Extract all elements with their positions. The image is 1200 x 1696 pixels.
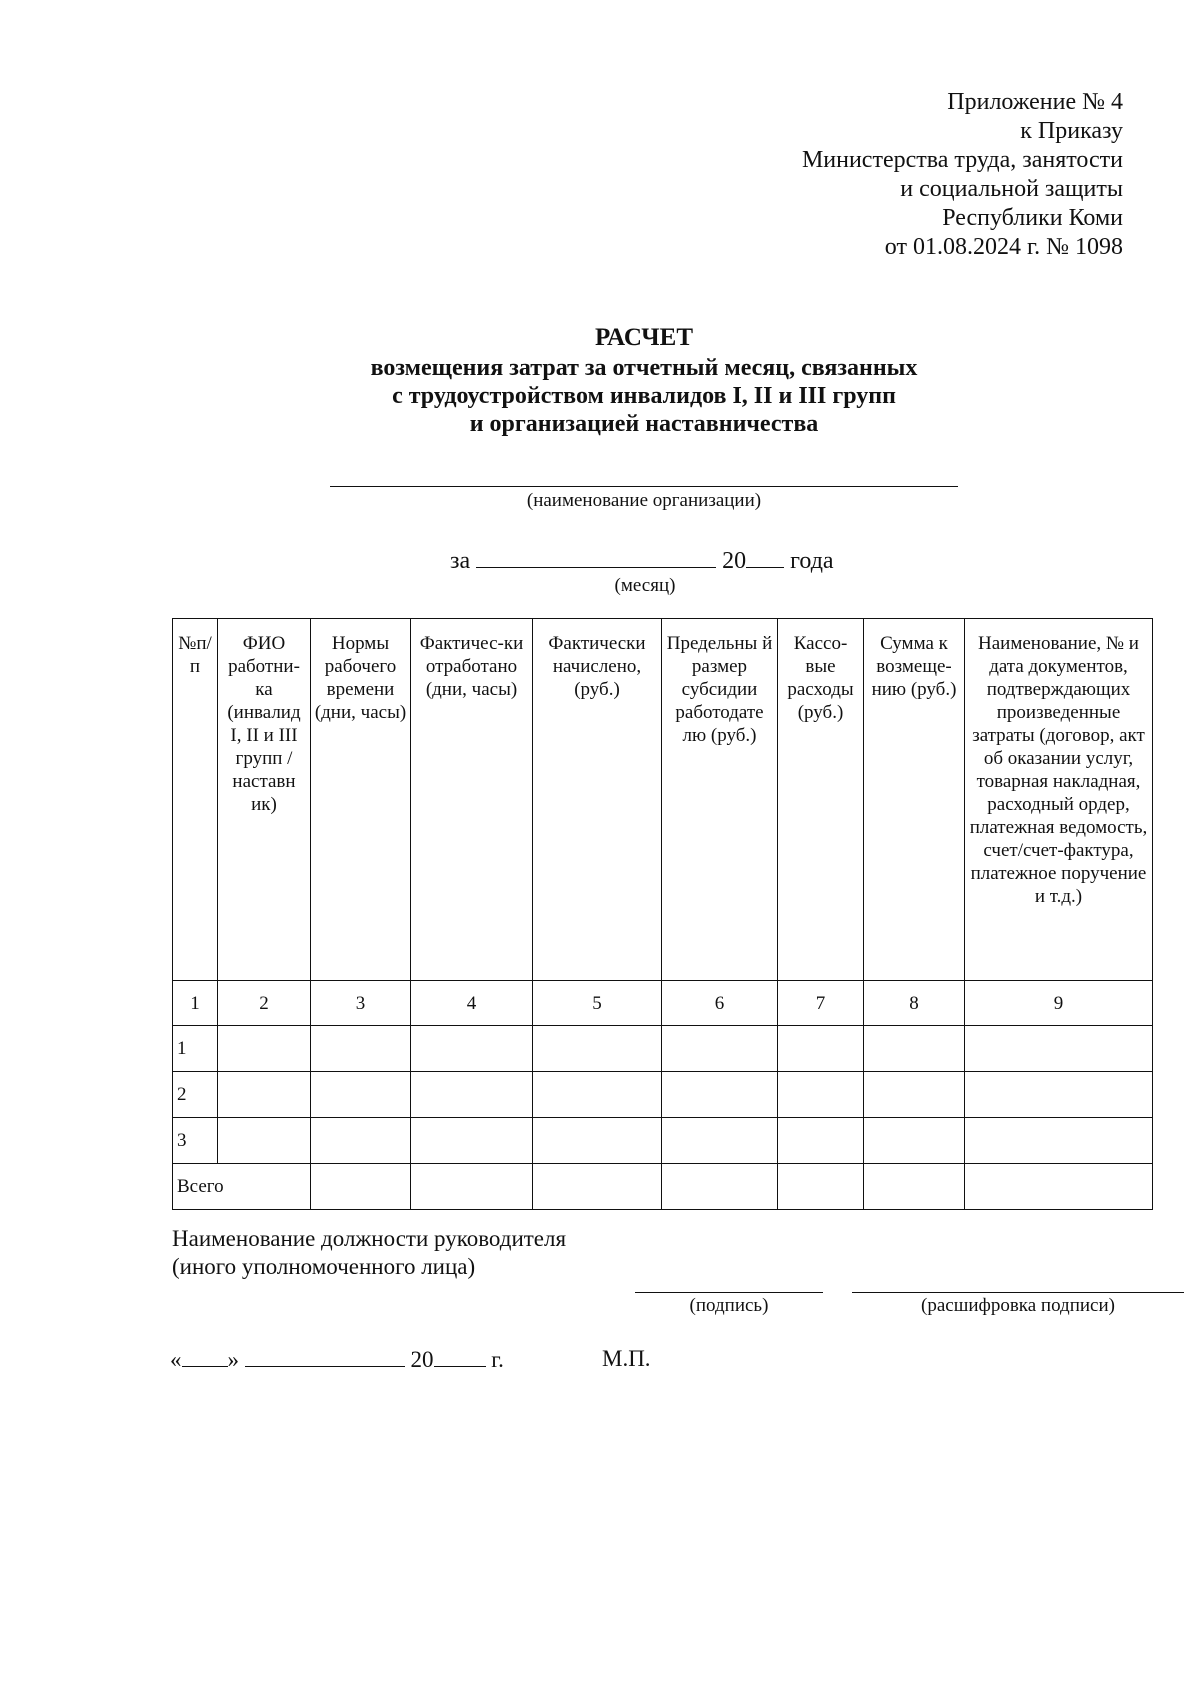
header-cell: Кассо-вые расходы (руб.) [778, 619, 864, 981]
appendix-block [523, 88, 1123, 262]
head-position-line: Наименование должности руководителя [172, 1226, 567, 1251]
appendix-line: Приложение № 4 [947, 89, 1123, 115]
table-cell[interactable] [965, 1026, 1153, 1072]
header-cell: Сумма к возмеще-нию (руб.) [864, 619, 965, 981]
column-number: 6 [662, 981, 778, 1026]
table-row [173, 1072, 1153, 1118]
row-number: 2 [173, 1072, 218, 1118]
date-year-prefix: 20 [410, 1347, 434, 1372]
organization-caption: (наименование организации) [526, 490, 762, 511]
date-year-blank[interactable] [434, 1346, 486, 1367]
period-prefix: за [450, 548, 471, 574]
table-cell[interactable] [662, 1118, 778, 1164]
year-blank[interactable] [746, 545, 784, 568]
month-date-blank[interactable] [245, 1346, 405, 1367]
column-number: 9 [965, 981, 1153, 1026]
table-cell[interactable] [778, 1164, 864, 1210]
month-caption: (месяц) [614, 575, 676, 596]
table-cell[interactable] [662, 1026, 778, 1072]
appendix-line: к Приказу [1020, 118, 1123, 144]
table-cell[interactable] [864, 1072, 965, 1118]
header-cell: Фактически начислено, (руб.) [533, 619, 662, 981]
signature-decoding-line[interactable] [852, 1292, 1184, 1293]
signature-line[interactable] [635, 1292, 823, 1293]
appendix-line: и социальной защиты [900, 176, 1123, 202]
table-cell[interactable] [311, 1118, 411, 1164]
table-cell[interactable] [662, 1072, 778, 1118]
document-title [0, 322, 1200, 438]
table-cell[interactable] [965, 1118, 1153, 1164]
column-number-row [173, 981, 1153, 1026]
table-cell[interactable] [218, 1026, 311, 1072]
column-number: 7 [778, 981, 864, 1026]
header-cell: Предельны й размер субсидии работодате лю (руб.) [662, 619, 778, 981]
date-suffix: г. [491, 1347, 504, 1372]
table-cell[interactable] [965, 1072, 1153, 1118]
day-blank[interactable] [182, 1346, 228, 1367]
appendix-line: Республики Коми [942, 205, 1123, 231]
column-number: 5 [533, 981, 662, 1026]
table-cell[interactable] [411, 1164, 533, 1210]
column-number: 3 [311, 981, 411, 1026]
header-cell: №п/п [173, 619, 218, 981]
open-quote: « [170, 1347, 182, 1372]
table-cell[interactable] [965, 1164, 1153, 1210]
table-cell[interactable] [778, 1026, 864, 1072]
header-cell: Нормы рабочего времени (дни, часы) [311, 619, 411, 981]
table-cell[interactable] [778, 1072, 864, 1118]
table-cell[interactable] [864, 1026, 965, 1072]
date-row [170, 1346, 504, 1373]
column-number: 4 [411, 981, 533, 1026]
column-number: 8 [864, 981, 965, 1026]
table-cell[interactable] [533, 1118, 662, 1164]
table-cell[interactable] [662, 1164, 778, 1210]
table-cell[interactable] [411, 1072, 533, 1118]
table-cell[interactable] [864, 1164, 965, 1210]
total-row [173, 1164, 1153, 1210]
year-prefix: 20 [722, 548, 747, 574]
head-position-line: (иного уполномоченного лица) [172, 1254, 476, 1279]
header-cell: Наименование, № и дата документов, подтверждающих произведенные затраты (договор, акт об оказании услуг, товарная накладная, расходный ордер, платежная ведомость, счет/счет-фактура, платежное поручение и т.д.) [965, 619, 1153, 981]
table-cell[interactable] [218, 1118, 311, 1164]
header-cell: ФИО работни-ка (инвалид I, II и III групп /наставн ик) [218, 619, 311, 981]
title-main: РАСЧЕТ [594, 324, 693, 351]
title-line: с трудоустройством инвалидов I, II и III групп [392, 383, 896, 409]
appendix-line: от 01.08.2024 г. № 1098 [884, 234, 1123, 260]
head-position-label [172, 1225, 566, 1281]
row-number: 1 [173, 1026, 218, 1072]
total-label: Всего [173, 1164, 311, 1210]
table-cell[interactable] [778, 1118, 864, 1164]
column-number: 2 [218, 981, 311, 1026]
table-cell[interactable] [311, 1026, 411, 1072]
table-row [173, 1118, 1153, 1164]
title-line: возмещения затрат за отчетный месяц, связанных [370, 355, 918, 381]
signature-caption: (подпись) [689, 1295, 769, 1316]
row-number: 3 [173, 1118, 218, 1164]
period-row [450, 545, 834, 575]
organization-name-line[interactable] [330, 486, 958, 487]
header-cell: Фактичес-ки отработано (дни, часы) [411, 619, 533, 981]
period-suffix: года [790, 548, 834, 574]
column-number: 1 [173, 981, 218, 1026]
stamp-place: М.П. [602, 1346, 651, 1371]
table-cell[interactable] [218, 1072, 311, 1118]
appendix-line: Министерства труда, занятости [801, 147, 1123, 173]
close-quote: » [227, 1347, 239, 1372]
table-header-row [173, 619, 1153, 981]
table-cell[interactable] [533, 1072, 662, 1118]
table-cell[interactable] [411, 1118, 533, 1164]
table-cell[interactable] [533, 1026, 662, 1072]
table-cell[interactable] [311, 1072, 411, 1118]
table-row [173, 1026, 1153, 1072]
decoding-caption: (расшифровка подписи) [921, 1295, 1115, 1316]
month-blank[interactable] [476, 545, 716, 568]
table-cell[interactable] [864, 1118, 965, 1164]
table-cell[interactable] [311, 1164, 411, 1210]
table-cell[interactable] [411, 1026, 533, 1072]
calculation-table [172, 618, 1153, 1210]
table-cell[interactable] [533, 1164, 662, 1210]
title-line: и организацией наставничества [469, 411, 819, 437]
